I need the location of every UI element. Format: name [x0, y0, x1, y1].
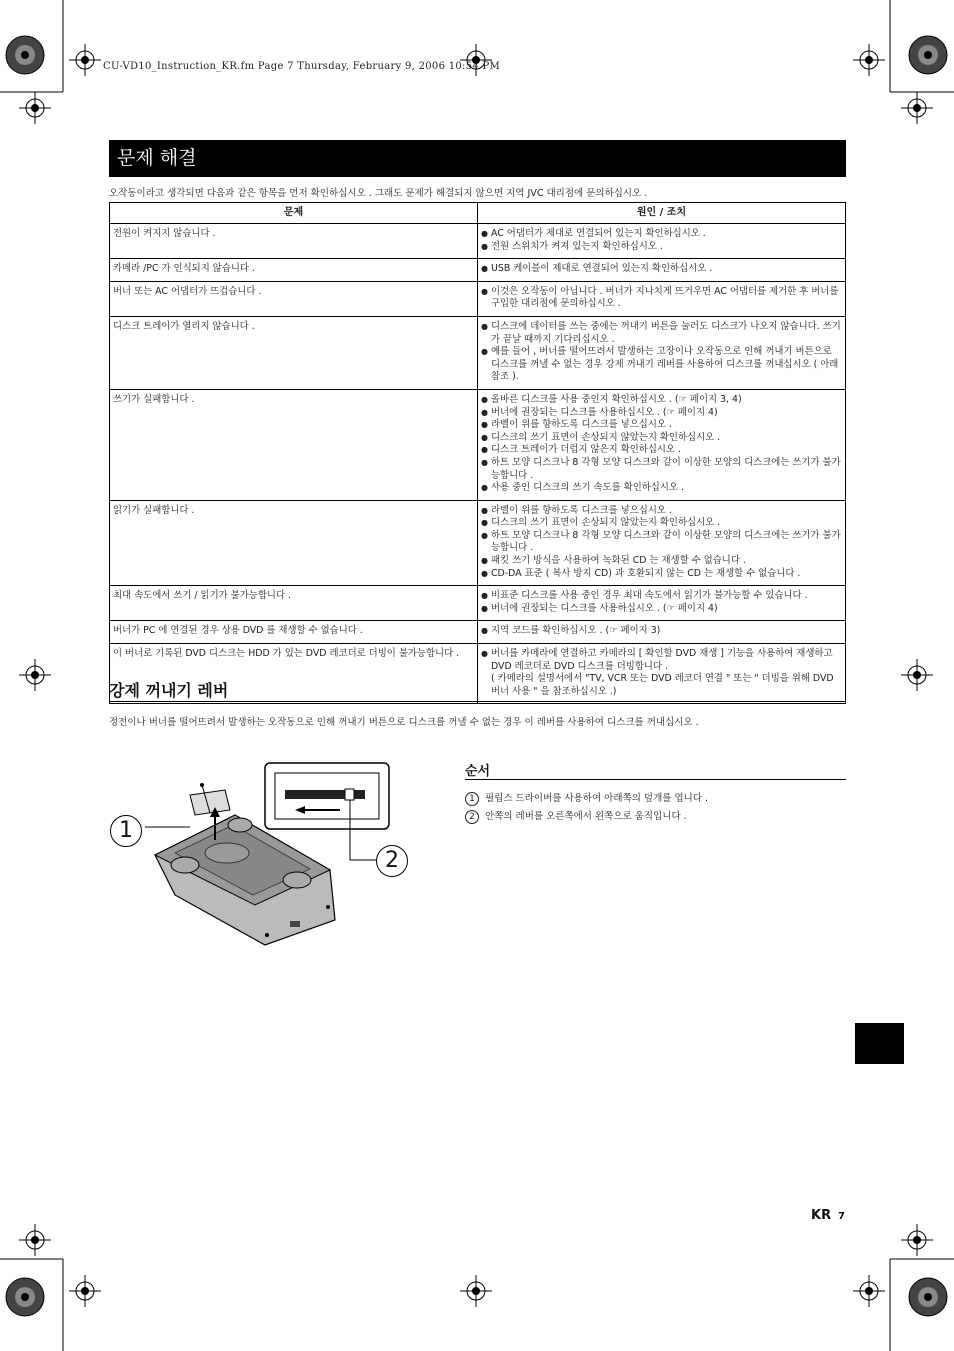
cause-item [481, 394, 842, 407]
cause-text: 지역 코드를 확인하십시오 . (☞ 페이지 3) [491, 625, 661, 637]
cause-cell [478, 224, 846, 259]
bullet-icon: ● [481, 626, 488, 636]
problem-cell: 전원이 켜지지 않습니다 . [110, 224, 478, 259]
bullet-icon: ● [481, 286, 488, 296]
cause-text: 패킷 쓰기 방식을 사용하여 녹화된 CD 는 재생할 수 없습니다 . [491, 555, 746, 567]
cause-item [481, 228, 842, 241]
cause-item [481, 407, 842, 420]
cause-item [481, 482, 842, 495]
cause-cell [478, 621, 846, 644]
bullet-icon: ● [481, 530, 488, 540]
cause-item [481, 517, 842, 530]
cause-text: 디스크에 데이터를 쓰는 중에는 꺼내기 버튼을 눌러도 디스크가 나오지 않습니다. 쓰기가 끝날 때까지 기다리십시오 . [491, 320, 841, 345]
cause-cell [478, 259, 846, 282]
cause-text: 디스크 트레이가 더럽지 않은지 확인하십시오 . [491, 444, 681, 456]
step-1-text: 필립스 드라이버를 사용하여 아래쪽의 덮개를 엽니다 . [485, 793, 709, 804]
cause-item [481, 241, 842, 254]
problem-cell: 버너가 PC 에 연결된 경우 상용 DVD 를 재생할 수 없습니다 . [110, 621, 478, 644]
bullet-icon: ● [481, 649, 488, 659]
cause-cell [478, 316, 846, 389]
section-text-eject-lever: 정전이나 버너를 떨어뜨려서 발생하는 오작동으로 인해 꺼내기 버튼으로 디스크를 꺼낼 수 없는 경우 이 레버를 사용하여 디스크를 꺼내십시오 . [109, 717, 699, 728]
bullet-icon: ● [481, 603, 488, 613]
cause-cell [478, 281, 846, 316]
cause-item [481, 530, 842, 555]
problem-cell: 버너 또는 AC 어댑터가 뜨겁습니다 . [110, 281, 478, 316]
bullet-icon: ● [481, 483, 488, 493]
problem-cell: 카메라 /PC 가 인식되지 않습니다 . [110, 259, 478, 282]
cause-item [481, 457, 842, 482]
bullet-icon: ● [481, 505, 488, 515]
cause-text: 하트 모양 디스크나 8 각형 모양 디스크와 같이 이상한 모양의 디스크에는 쓰기가 불가능합니다 . [491, 456, 841, 481]
bullet-icon: ● [481, 229, 488, 238]
cause-item [481, 590, 842, 603]
intro-text: 오작동이라고 생각되면 다음과 같은 항목을 먼저 확인하십시오 . 그래도 문제가 해결되지 않으면 지역 JVC 대리점에 문의하십시오 . [109, 188, 648, 199]
step-2 [465, 808, 687, 824]
bullet-icon: ● [481, 518, 488, 528]
bullet-icon: ● [481, 241, 488, 251]
page-number: 7 [838, 1211, 845, 1222]
language-label: KR [811, 1208, 832, 1223]
bullet-icon: ● [481, 591, 488, 601]
bullet-icon: ● [481, 407, 488, 417]
problem-cell: 쓰기가 실패합니다 . [110, 389, 478, 500]
cause-text: 디스크의 쓰기 표면이 손상되지 않았는지 확인하십시오 . [491, 517, 721, 529]
cause-item [481, 346, 842, 384]
bullet-icon: ● [481, 556, 488, 566]
table-row [110, 281, 846, 316]
step-1 [465, 790, 708, 806]
header-problem: 문제 [110, 203, 478, 224]
page-title: 문제 해결 [109, 140, 846, 177]
cause-item [481, 555, 842, 568]
table-row [110, 621, 846, 644]
cause-item [481, 286, 842, 311]
step-2-number: 2 [465, 810, 479, 824]
cause-text: USB 케이블이 제대로 연결되어 있는지 확인하십시오 . [491, 263, 713, 275]
troubleshooting-table [109, 202, 846, 704]
bullet-icon: ● [481, 321, 488, 331]
cause-text: 전원 스위치가 켜져 있는지 확인하십시오 . [491, 240, 663, 252]
burner-illustration [145, 755, 395, 955]
cause-text: 예를 들어 , 버너를 떨어뜨려서 발생하는 고장이나 오작동으로 인해 꺼내기 버튼으로 디스크를 꺼낼 수 없는 경우 강제 꺼내기 레버를 사용하여 디스크를 꺼내십시오 ( 아래 참조 ). [491, 346, 839, 383]
cause-cell [478, 389, 846, 500]
cause-text: 사용 중인 디스크의 쓰기 속도를 확인하십시오 . [491, 482, 684, 494]
bullet-icon: ● [481, 347, 488, 357]
cause-item [481, 648, 842, 673]
cause-cell [478, 500, 846, 586]
cause-item [481, 568, 842, 581]
table-row [110, 259, 846, 282]
table-row [110, 389, 846, 500]
bullet-icon: ● [481, 394, 488, 404]
language-tab [855, 1023, 904, 1064]
section-title-eject-lever: 강제 꺼내기 레버 [109, 678, 846, 702]
cause-text: 버너를 카메라에 연결하고 카메라의 [ 확인할 DVD 재생 ] 기능을 사용하여 재생하고 DVD 레코더로 DVD 디스크를 더빙합니다 . [491, 648, 833, 672]
cause-item [481, 444, 842, 457]
cause-item [481, 603, 842, 616]
cause-text: 버너에 권장되는 디스크를 사용하십시오 . (☞ 페이지 4) [491, 602, 718, 614]
cause-text: 라벨이 위를 향하도록 디스크를 넣으십시오 . [491, 504, 672, 516]
cause-text: 이것은 오작동이 아닙니다 . 버너가 지나치게 뜨거우면 AC 어댑터를 제거한 후 버너를 구입한 대리점에 문의하십시오 . [491, 285, 839, 310]
bullet-icon: ● [481, 568, 488, 578]
cause-text: AC 어댑터가 제대로 연결되어 있는지 확인하십시오 . [491, 228, 706, 239]
cause-text: 디스크의 쓰기 표면이 손상되지 않았는지 확인하십시오 . [491, 431, 721, 443]
cause-text: CD-DA 표준 ( 복사 방지 CD) 과 호환되지 않는 CD 는 재생할 수 없습니다 . [491, 567, 801, 579]
cause-item [481, 321, 842, 346]
diagram-label-2: 2 [376, 845, 408, 877]
problem-cell: 디스크 트레이가 열리지 않습니다 . [110, 316, 478, 389]
cause-item [481, 505, 842, 518]
table-row [110, 500, 846, 586]
cause-item [481, 432, 842, 445]
problem-cell: 이 버너로 기록된 DVD 디스크는 HDD 가 있는 DVD 레코더로 더빙이 불가능합니다 . [110, 644, 478, 704]
table-row [110, 586, 846, 621]
bullet-icon: ● [481, 457, 488, 467]
cause-text: 올바른 디스크를 사용 중인지 확인하십시오 . (☞ 페이지 3, 4) [491, 393, 742, 405]
header-cause: 원인 / 조치 [478, 203, 846, 224]
cause-text: 하트 모양 디스크나 8 각형 모양 디스크와 같이 이상한 모양의 디스크에는 쓰기가 불가능합니다 . [491, 529, 841, 554]
bullet-icon: ● [481, 264, 488, 274]
problem-cell: 읽기가 실패합니다 . [110, 500, 478, 586]
table-row [110, 224, 846, 259]
problem-cell: 최대 속도에서 쓰기 / 읽기가 불가능합니다 . [110, 586, 478, 621]
steps-title: 순서 [465, 760, 846, 780]
diagram-label-1: 1 [110, 815, 142, 847]
file-header: CU-VD10_Instruction_KR.fm Page 7 Thursday, February 9, 2006 10:54 PM [103, 61, 501, 72]
step-1-number: 1 [465, 792, 479, 806]
bullet-icon: ● [481, 432, 488, 442]
bullet-icon: ● [481, 445, 488, 455]
cause-text: 라벨이 위를 향하도록 디스크를 넣으십시오 . [491, 419, 672, 431]
bullet-icon: ● [481, 420, 488, 430]
cause-item [481, 625, 842, 638]
cause-item [481, 419, 842, 432]
step-2-text: 안쪽의 레버를 오른쪽에서 왼쪽으로 움직입니다 . [485, 811, 687, 822]
cause-text: 버너에 권장되는 디스크를 사용하십시오 . (☞ 페이지 4) [491, 406, 718, 418]
cause-text: 비표준 디스크를 사용 중인 경우 최대 속도에서 읽기가 불가능할 수 있습니다 . [491, 590, 808, 602]
cause-cell [478, 586, 846, 621]
cause-item [481, 263, 842, 276]
table-row [110, 316, 846, 389]
cause-note: ( 카메라의 설명서에서 "TV, VCR 또는 DVD 레코더 연결 " 또는 " 더빙을 위해 DVD 버너 사용 " 을 참조하십시오 .) [491, 673, 834, 697]
